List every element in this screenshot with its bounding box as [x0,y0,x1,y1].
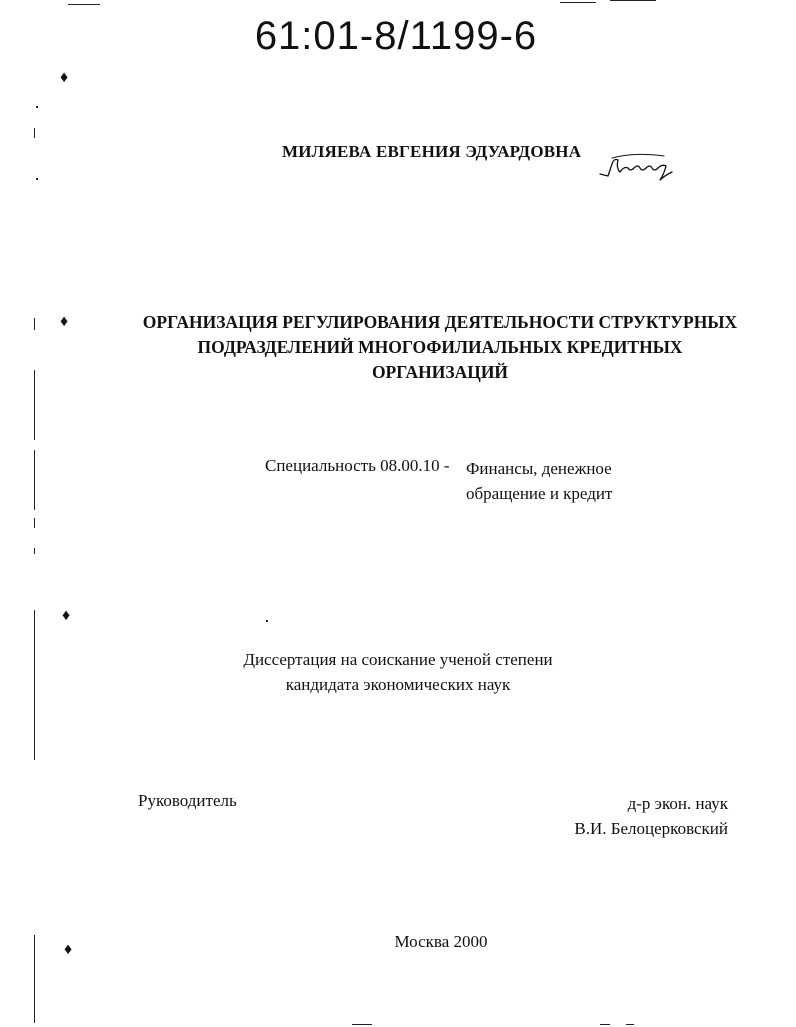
author-signature [594,146,684,186]
dissertation-title [120,310,760,385]
scan-dot-1 [36,106,38,108]
specialty-label: Специальность 08.00.10 - [265,456,450,475]
scan-edge-bottom-1 [352,1024,372,1025]
supervisor-label: Руководитель [138,791,237,810]
scan-edge-top-right [560,2,596,3]
scan-dot-3 [266,620,268,622]
scan-edge-top-left [68,4,100,5]
place-year: Москва 2000 [394,932,488,951]
scan-edge-top-right-2 [610,0,656,1]
specialty-value-line-2: обращение и кредит [466,484,613,503]
scan-edge-left-2 [34,450,35,510]
degree-statement [0,647,796,697]
supervisor-degree: д-р экон. наук [627,794,728,813]
title-line-3: ОРГАНИЗАЦИЙ [371,362,509,382]
scan-edge-left-8 [34,548,35,554]
scan-edge-left-7 [34,518,35,528]
scan-edge-bottom-2 [600,1024,610,1025]
title-line-1: ОРГАНИЗАЦИЯ РЕГУЛИРОВАНИЯ ДЕЯТЕЛЬНОСТИ СТРУКТУРНЫХ [142,312,738,332]
specialty-value [466,456,612,506]
scan-edge-left-1 [34,370,35,440]
scan-edge-bottom-3 [626,1024,634,1025]
scan-edge-left-5 [34,128,35,138]
degree-line-1: Диссертация на соискание ученой степени [243,650,553,669]
supervisor-name: В.И. Белоцерковский [574,819,728,838]
author-name: МИЛЯЕВА ЕВГЕНИЯ ЭДУАРДОВНА [282,142,582,161]
binding-hole-mark-3: ♦ [62,607,71,624]
supervisor-info [520,791,728,841]
degree-line-2: кандидата экономических наук [285,675,511,694]
binding-hole-mark-2: ♦ [60,313,69,330]
title-line-2: ПОДРАЗДЕЛЕНИЙ МНОГОФИЛИАЛЬНЫХ КРЕДИТНЫХ [197,337,683,357]
binding-hole-mark-4: ♦ [64,941,73,958]
specialty-value-line-1: Финансы, денежное [466,459,612,478]
scan-dot-2 [36,178,38,180]
catalog-number: 61:01-8/1199-6 [254,14,538,58]
scan-edge-left-6 [34,318,35,330]
binding-hole-mark-1: ♦ [60,69,69,86]
